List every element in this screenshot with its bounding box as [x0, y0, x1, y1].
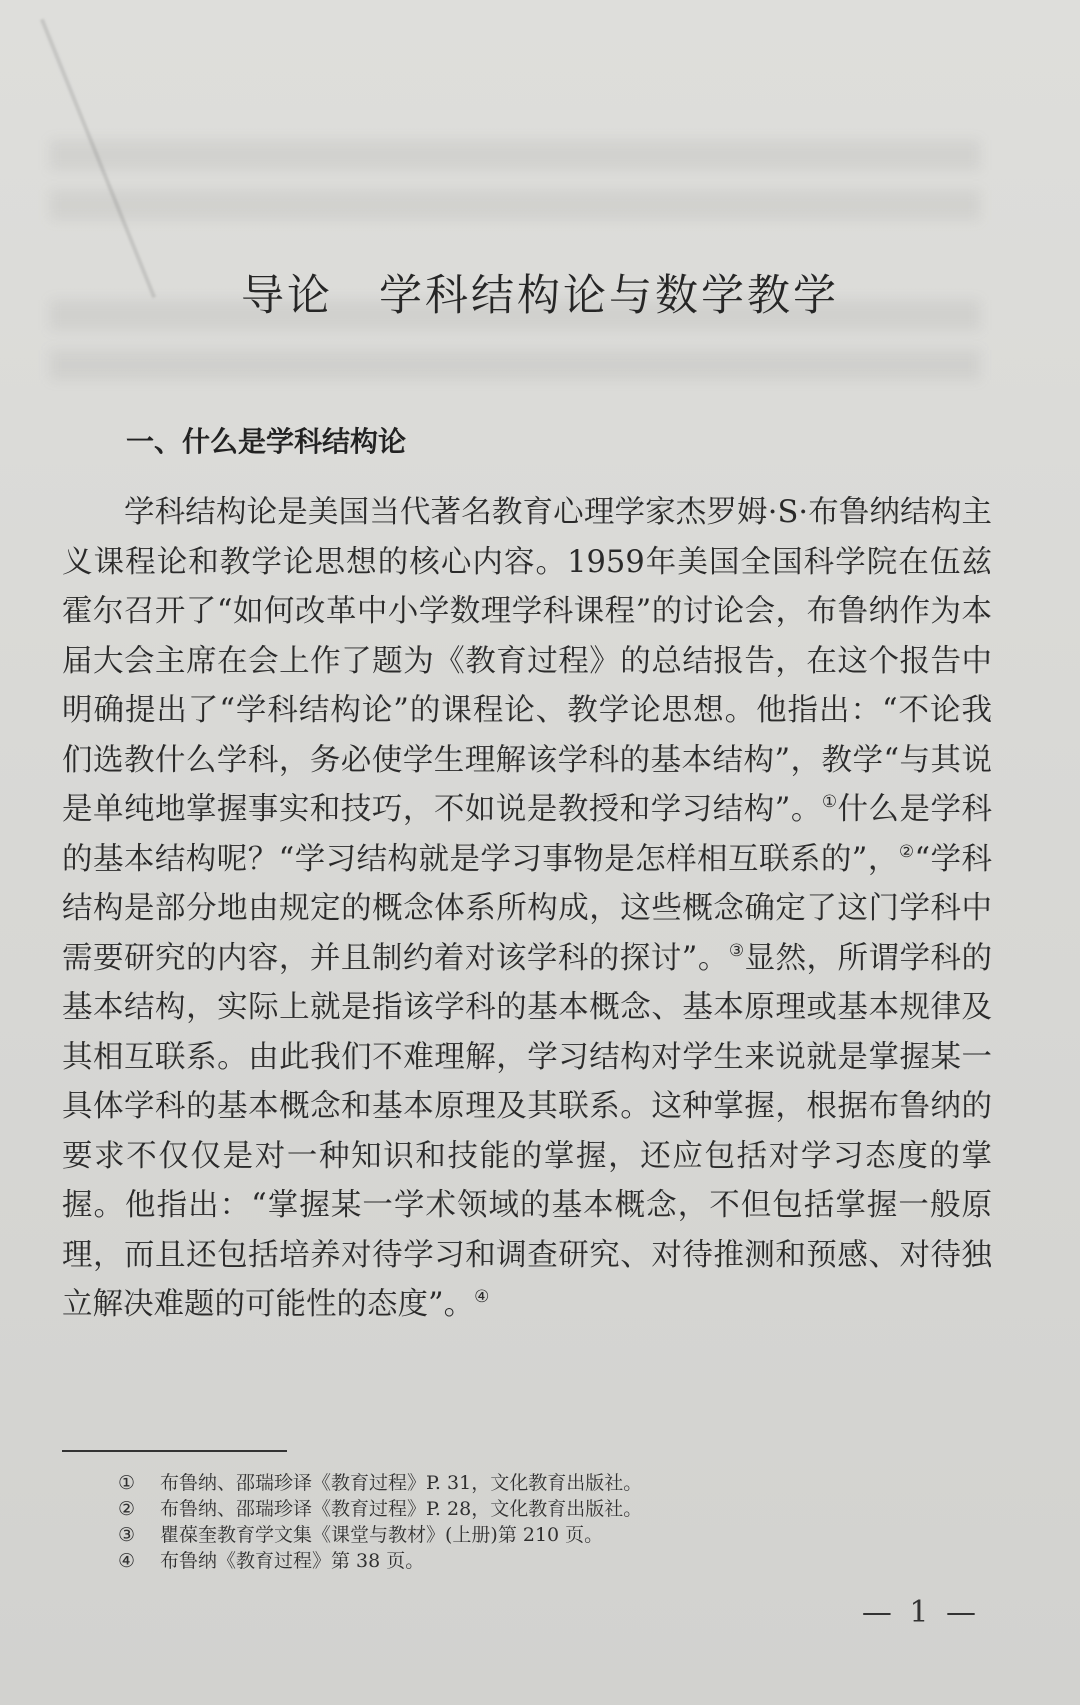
body-segment-2: 什么是学科的基本结构呢？“学习结构就是学习事物是怎样相互联系的”，	[62, 792, 993, 877]
body-paragraph	[62, 488, 992, 1330]
footnote-text: 瞿葆奎教育学文集《课堂与教材》(上册)第 210 页。	[160, 1524, 604, 1546]
bleed-through-texture	[50, 190, 980, 220]
page-number: — 1 —	[861, 1595, 980, 1630]
footnote-mark: ④	[118, 1550, 136, 1572]
footnote-mark: ①	[118, 1472, 136, 1494]
footnote-mark: ②	[118, 1498, 136, 1520]
bleed-through-texture	[50, 350, 980, 380]
footnote-item	[118, 1522, 978, 1548]
footnote-text: 布鲁纳、邵瑞珍译《教育过程》P. 31，文化教育出版社。	[160, 1472, 643, 1494]
footnote-item	[118, 1470, 978, 1496]
section-heading: 一、什么是学科结构论	[126, 425, 407, 458]
body-segment-4: 显然，所谓学科的基本结构，实际上就是指该学科的基本概念、基本原理或基本规律及其相互联系。由此我们不难理解，学习结构对学生来说就是掌握某一具体学科的基本概念和基本原理及其联系。这种掌握，根据布鲁纳的要求不仅仅是对一种知识和技能的掌握，还应包括对学习态度的掌握。他指出：“掌握某一学术领域的基本概念，不但包括掌握一般原理，而且还包括培养对待学习和调查研究、对待推测和预感、对待独立解决难题的可能性的态度”。	[62, 940, 992, 1322]
footnote-ref-3: ③	[728, 940, 745, 961]
body-text	[62, 488, 992, 1330]
footnote-item	[118, 1496, 978, 1522]
bleed-through-texture	[50, 140, 980, 170]
footnote-ref-1: ①	[821, 792, 838, 812]
footnote-text: 布鲁纳《教育过程》第 38 页。	[160, 1550, 425, 1572]
footnote-text: 布鲁纳、邵瑞珍译《教育过程》P. 28，文化教育出版社。	[160, 1498, 643, 1520]
body-segment-1: 学科结构论是美国当代著名教育心理学家杰罗姆·S·布鲁纳结构主义课程论和教学论思想的核心内容。1959年美国全国科学院在伍兹霍尔召开了“如何改革中小学数理学科课程”的讨论会，布鲁纳作为本届大会主席在会上作了题为《教育过程》的总结报告，在这个报告中明确提出了“学科结构论”的课程论、教学论思想。他指出：“不论我们选教什么学科，务必使学生理解该学科的基本结构”，教学“与其说是单纯地掌握事实和技巧，不如说是教授和学习结构”。	[62, 495, 992, 827]
footnote-divider	[62, 1450, 287, 1452]
footnotes	[118, 1470, 978, 1574]
footnote-ref-2: ②	[898, 841, 915, 862]
body-segment-3: “学科结构是部分地由规定的概念体系所构成，这些概念确定了这门学科中需要研究的内容，并且制约着对该学科的探讨”。	[62, 841, 993, 976]
chapter-title: 导论 学科结构论与数学教学	[241, 271, 839, 321]
footnote-item	[118, 1548, 978, 1574]
footnote-mark: ③	[118, 1524, 136, 1546]
footnote-ref-4: ④	[474, 1287, 490, 1307]
